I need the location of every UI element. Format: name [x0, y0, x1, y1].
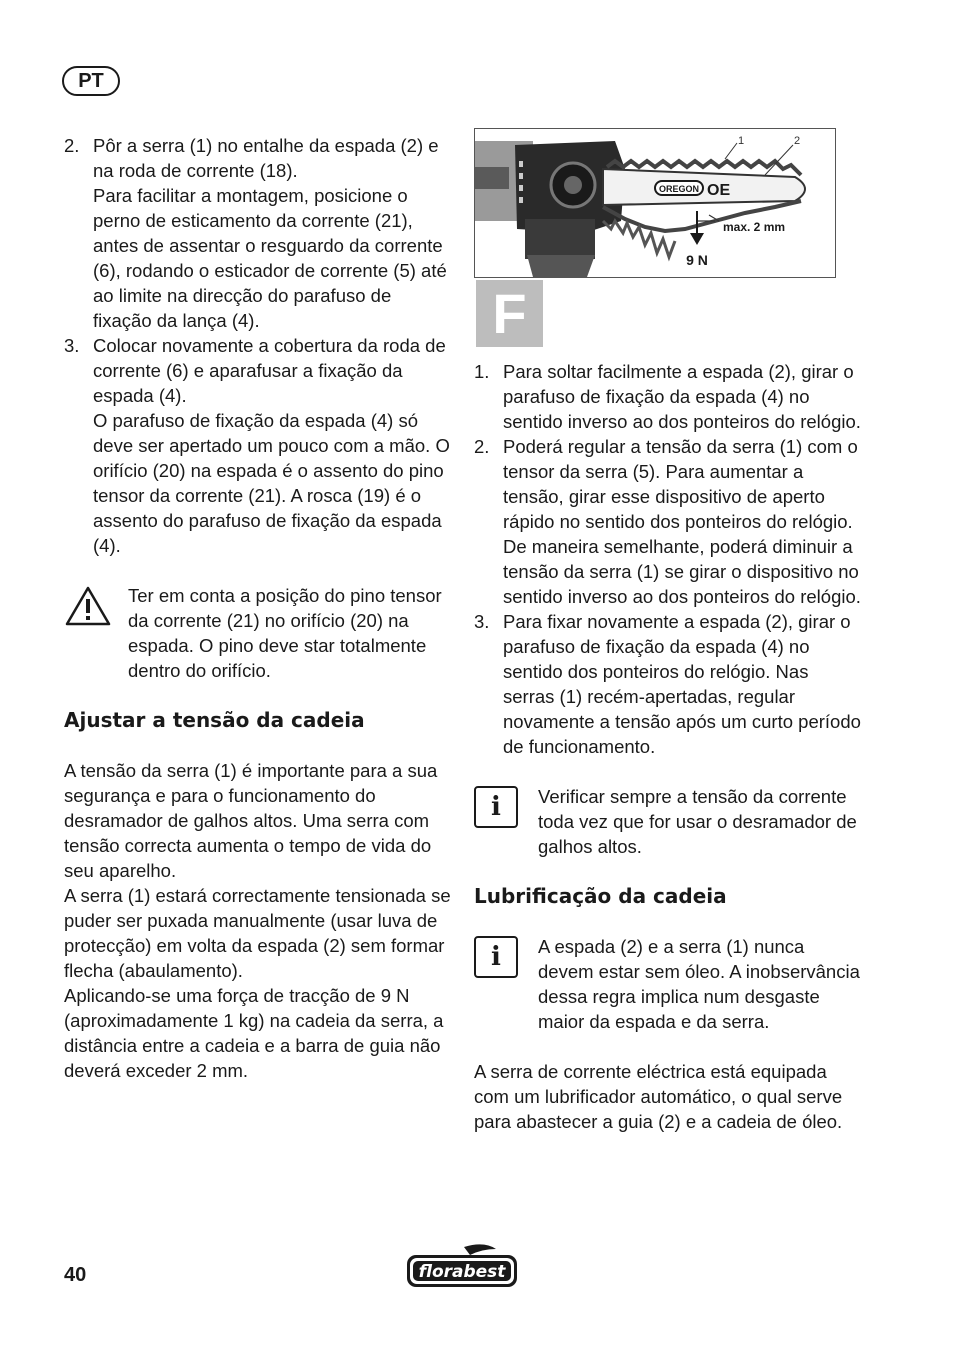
chainsaw-illustration — [475, 129, 835, 277]
info-note — [474, 934, 864, 1034]
step-text: Pôr a serra (1) no entalhe da espada (2) e na roda de corrente (18). — [93, 135, 439, 181]
list-item — [474, 434, 864, 609]
paragraph: Aplicando-se uma força de tracção de 9 N (aproximadamente 1 kg) na cadeia da serra, a distância entre a cadeia e a barra de guia não deverá exceder 2 mm. — [64, 985, 444, 1081]
figure-label: F — [476, 280, 543, 347]
warning-icon — [64, 585, 112, 633]
language-badge: PT — [62, 66, 120, 96]
info-icon: i — [474, 786, 518, 828]
step-note: Para facilitar a montagem, posicione o perno de esticamento da corrente (21), antes de assentar o resguardo da corrente (6), rodando o esticador de corrente (5) até ao limite na direcção do parafuso de fixação da lança (4). — [93, 185, 447, 331]
left-column — [64, 133, 452, 1083]
paragraph: A serra (1) estará correctamente tensionada se puder ser puxada manualmente (usar luva de protecção) em volta da espada (2) sem formar flecha (abaulamento). — [64, 885, 451, 981]
step-number: 1. — [474, 361, 490, 382]
step-number: 3. — [64, 335, 80, 356]
info-note — [474, 784, 864, 859]
step-text: Colocar novamente a cobertura da roda de corrente (6) e aparafusar a fixação da espada (4). — [93, 335, 446, 406]
paragraph: A serra de corrente eléctrica está equipada com um lubrificador automático, o qual serve para abastecer a guia (2) e a cadeia de óleo. — [474, 1061, 843, 1132]
list-item — [474, 359, 864, 434]
paragraph: A tensão da serra (1) é importante para a sua segurança e para o funcionamento do desramador de galhos altos. Uma serra com tensão correcta aumenta o tempo de vida do seu aparelho. — [64, 760, 438, 881]
right-column — [474, 359, 864, 1134]
step-text: Para fixar novamente a espada (2), girar o parafuso de fixação da espada (4) no sentido dos ponteiros do relógio. Nas serras (1) recém-apertadas, regular novamente a tensão após um curto período de funcionamento. — [503, 611, 861, 757]
callout-2: 2 — [794, 135, 801, 147]
list-item — [64, 333, 452, 558]
step-note: O parafuso de fixação da espada (4) só deve ser apertado um pouco com a mão. O orifício (20) na espada é o assento do pino tensor da corrente (21). A rosca (19) é o assento do parafuso de fixação da espada (4). — [93, 410, 450, 556]
bar-code-label: OE — [707, 182, 731, 199]
step-text: Poderá regular a tensão da serra (1) com o tensor da serra (5). Para aumentar a tensão, girar esse dispositivo de aperto rápido no sentido dos ponteiros do relógio. De maneira semelhante, poderá diminuir a tensão da serra (1) se girar o dispositivo no sentido inverso ao dos ponteiros do relógio. — [503, 436, 861, 607]
step-number: 2. — [64, 135, 80, 156]
step-number: 3. — [474, 611, 490, 632]
section-heading-lubrication: Lubrificação da cadeia — [474, 884, 727, 908]
brand-text: florabest — [418, 1262, 506, 1282]
info-text: A espada (2) e a serra (1) nunca devem estar sem óleo. A inobservância dessa regra implica num desgaste maior da espada e da serra. — [538, 936, 860, 1032]
step-number: 2. — [474, 436, 490, 457]
section-heading-chain-tension: Ajustar a tensão da cadeia — [64, 708, 365, 732]
assembly-steps — [64, 133, 452, 558]
callout-1: 1 — [738, 135, 745, 147]
brand-logo — [404, 1243, 520, 1296]
max-gap-label: max. 2 mm — [723, 220, 786, 234]
chain-tension-figure — [474, 128, 836, 278]
bar-brand-label: OREGON — [658, 184, 700, 194]
list-item — [64, 133, 452, 333]
step-text: Para soltar facilmente a espada (2), girar o parafuso de fixação da espada (4) no sentido inverso ao dos ponteiros do relógio. — [503, 361, 861, 432]
info-icon: i — [474, 936, 518, 978]
force-label: 9 N — [686, 252, 708, 268]
list-item — [474, 609, 864, 759]
page-number: 40 — [64, 1264, 87, 1286]
warning-text: Ter em conta a posição do pino tensor da corrente (21) no orifício (20) na espada. O pino deve star totalmente dentro do orifício. — [128, 585, 442, 681]
info-text: Verificar sempre a tensão da corrente toda vez que for usar o desramador de galhos altos. — [538, 786, 857, 857]
warning-note — [64, 583, 452, 683]
tension-steps — [474, 359, 864, 759]
